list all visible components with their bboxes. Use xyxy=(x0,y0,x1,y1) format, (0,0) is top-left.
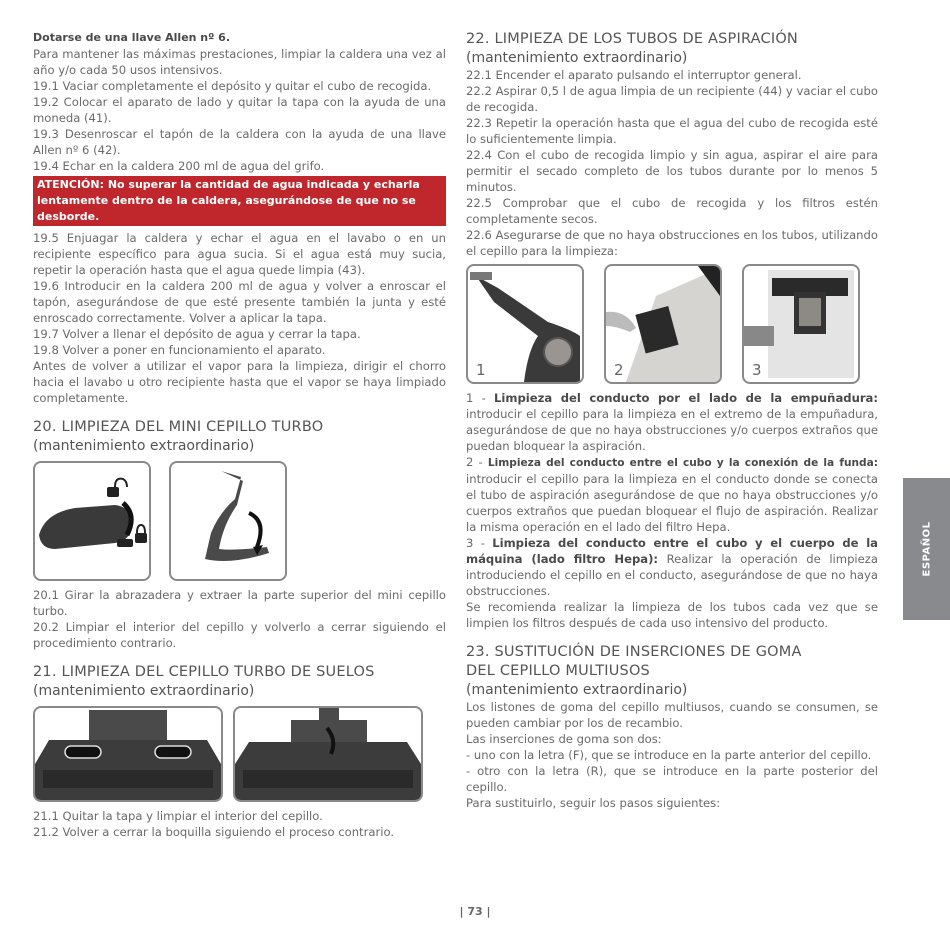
step-19-6: 19.6 Introducir en la caldera 200 ml de agua y volver a enroscar el tapón, asegurándose de que esté presente también la junta y esté enroscado correctamente. Volver a aplicar la tapa. xyxy=(33,279,446,325)
step-22-1: 22.1 Encender el aparato pulsando el interruptor general. xyxy=(466,68,802,82)
step-22-5: 22.5 Comprobar que el cubo de recogida y los filtros estén completamente secos. xyxy=(466,196,878,226)
steam-note: Antes de volver a utilizar el vapor para la limpieza, dirigir el chorro hacia el lavabo u otro recipiente hasta que el vapor se haya limpiado completamente. xyxy=(33,359,446,405)
item-heading: Limpieza del conducto entre el cubo y la conexión de la funda: xyxy=(487,457,878,469)
step-21-2: 21.2 Volver a cerrar la boquilla siguiendo el proceso contrario. xyxy=(33,825,395,839)
step-22-3: 22.3 Repetir la operación hasta que el agua del cubo de recogida esté lo suficientemente limpia. xyxy=(466,116,878,146)
floor-turbo-brush-figure-2 xyxy=(233,706,423,802)
tube-cleaning-figure-2 xyxy=(604,264,722,384)
section-21-subtitle: (mantenimiento extraordinario) xyxy=(33,683,255,699)
step-22-2: 22.2 Aspirar 0,5 l de agua limpia de un recipiente (44) y vaciar el cubo de recogida. xyxy=(466,84,878,114)
warning-box: ATENCIÓN: No superar la cantidad de agua indicada y echarla lentamente dentro de la caldera, asegurándose de que no se desborde. xyxy=(33,176,446,226)
right-column xyxy=(466,30,878,811)
lock-icon xyxy=(135,533,147,543)
step-19-5: 19.5 Enjuagar la caldera y echar el agua en el lavabo o en un recipiente específico para agua sucia. Si el agua está muy sucia, repetir la operación hasta que el agua quede limpia (43). xyxy=(33,231,446,277)
step-21-1: 21.1 Quitar la tapa y limpiar el interior del cepillo. xyxy=(33,809,323,823)
section-20-subtitle: (mantenimiento extraordinario) xyxy=(33,438,255,454)
intro-text: Para mantener las máximas prestaciones, limpiar la caldera una vez al año y/o cada 50 usos intensivos. xyxy=(33,47,446,77)
tube-item-2 xyxy=(466,454,878,535)
figure-number-3: 3 xyxy=(752,361,762,379)
section-20-title: 20. LIMPIEZA DEL MINI CEPILLO TURBO xyxy=(33,419,324,435)
step-19-7: 19.7 Volver a llenar el depósito de agua y cerrar la tapa. xyxy=(33,327,361,341)
s23-para-3: - uno con la letra (F), que se introduce en la parte anterior del cepillo. xyxy=(466,748,872,762)
left-column xyxy=(33,30,446,840)
figure-number-2: 2 xyxy=(614,361,624,379)
item-prefix: 1 - xyxy=(466,391,494,405)
step-19-8: 19.8 Volver a poner en funcionamiento el aparato. xyxy=(33,343,326,357)
item-text: Realizar la operación de limpieza introduciendo el cepillo en el conducto, asegurándose de que no haya obstrucciones. xyxy=(466,552,878,598)
tube-item-1 xyxy=(466,390,878,454)
page-number: | 73 | xyxy=(459,905,491,918)
step-19-2: 19.2 Colocar el aparato de lado y quitar la tapa con la ayuda de una moneda (41). xyxy=(33,95,446,125)
step-20-2: 20.2 Limpiar el interior del cepillo y volverlo a cerrar siguiendo el procedimiento contrario. xyxy=(33,620,446,650)
mini-turbo-brush-figure-1 xyxy=(33,461,151,581)
mini-turbo-brush-figure-2 xyxy=(169,461,287,581)
tube-item-3 xyxy=(466,535,878,599)
figure-number-1: 1 xyxy=(476,361,486,379)
item-prefix: 3 - xyxy=(466,536,493,550)
tube-cleaning-figure-1 xyxy=(466,264,584,384)
step-19-3: 19.3 Desenroscar el tapón de la caldera con la ayuda de una llave Allen nº 6 (42). xyxy=(33,127,446,157)
s23-para-2: Las inserciones de goma son dos: xyxy=(466,732,662,746)
item-text: introducir el cepillo para la limpieza en el conducto donde se conecta el tubo de aspiración asegurándose de que no haya obstrucciones y/o cuerpos extraños que puedan bloquear el flujo de aspiración. Realizar la misma operación en el lado del filtro Hepa. xyxy=(466,472,878,534)
section-21-title: 21. LIMPIEZA DEL CEPILLO TURBO DE SUELOS xyxy=(33,664,375,680)
s23-para-1: Los listones de goma del cepillo multiusos, cuando se consumen, se pueden cambiar por los de recambio. xyxy=(466,700,878,730)
step-22-6: 22.6 Asegurarse de que no haya obstrucciones en los tubos, utilizando el cepillo para la limpieza: xyxy=(466,228,878,258)
section-23-title-line1: 23. SUSTITUCIÓN DE INSERCIONES DE GOMA xyxy=(466,644,802,660)
section-22-subtitle: (mantenimiento extraordinario) xyxy=(466,50,688,66)
s23-para-4: - otro con la letra (R), que se introduce en la parte posterior del cepillo. xyxy=(466,764,878,794)
section-23-title-line2: DEL CEPILLO MULTIUSOS xyxy=(466,663,650,679)
section-23-subtitle: (mantenimiento extraordinario) xyxy=(466,682,688,698)
item-heading: Limpieza del conducto por el lado de la empuñadura: xyxy=(494,391,878,405)
unlock-icon xyxy=(107,487,119,497)
tube-cleaning-note: Se recomienda realizar la limpieza de los tubos cada vez que se limpien los filtros después de cada uso intensivo del producto. xyxy=(466,600,878,630)
step-19-4: 19.4 Echar en la caldera 200 ml de agua del grifo. xyxy=(33,159,325,173)
item-prefix: 2 - xyxy=(466,455,488,469)
floor-turbo-brush-figure-1 xyxy=(33,706,223,802)
item-heading: Limpieza del conducto entre el cubo y el cuerpo de la máquina (lado filtro Hepa): xyxy=(466,536,878,566)
step-22-4: 22.4 Con el cubo de recogida limpio y sin agua, aspirar el aire para permitir el secado completo de los tubos durante por lo menos 5 minutos. xyxy=(466,148,878,194)
lead-text: Dotarse de una llave Allen nº 6. xyxy=(33,31,231,44)
tube-cleaning-figure-3 xyxy=(742,264,860,384)
step-20-1: 20.1 Girar la abrazadera y extraer la parte superior del mini cepillo turbo. xyxy=(33,588,446,618)
s23-para-5: Para sustituirlo, seguir los pasos siguientes: xyxy=(466,796,721,810)
language-tab xyxy=(903,478,950,620)
language-tab-label: ESPAÑOL xyxy=(921,521,932,577)
item-text: introducir el cepillo para la limpieza en el extremo de la empuñadura, asegurándose de que no haya obstrucciones y/o cuerpos extraños que puedan bloquear la aspiración. xyxy=(466,407,878,453)
step-19-1: 19.1 Vaciar completamente el depósito y quitar el cubo de recogida. xyxy=(33,79,432,93)
section-22-title: 22. LIMPIEZA DE LOS TUBOS DE ASPIRACIÓN xyxy=(466,31,798,47)
